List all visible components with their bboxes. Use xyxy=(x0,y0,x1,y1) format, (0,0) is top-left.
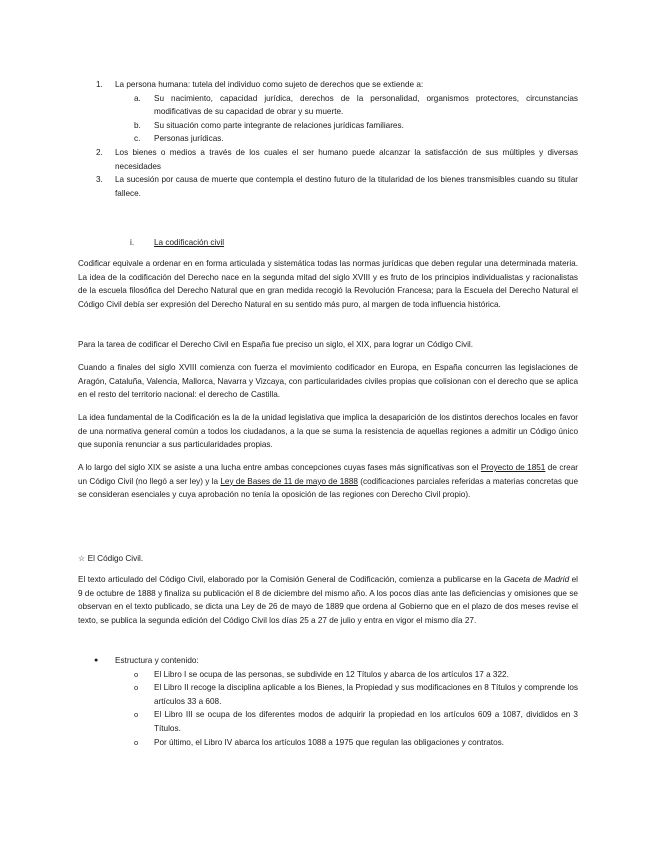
list-item-text: El Libro III se ocupa de los diferentes modos de adquirir la propiedad en los artículos 609 a 1087, divididos en 3 Títulos. xyxy=(154,710,578,733)
underlined-text-proyecto: Proyecto de 1851 xyxy=(480,463,546,472)
circle-bullet-icon: o xyxy=(134,737,139,747)
list-marker: b. xyxy=(134,120,141,130)
list-item-text: Estructura y contenido: xyxy=(115,656,199,665)
list-item-text: Su situación como parte integrante de relaciones jurídicas familiares. xyxy=(154,120,404,130)
list-item xyxy=(78,132,578,146)
list-item xyxy=(78,146,578,173)
list-marker: 2. xyxy=(96,147,103,157)
list-marker: c. xyxy=(134,134,141,144)
paragraph-texto-articulado xyxy=(78,573,578,627)
list-marker: 3. xyxy=(96,175,103,185)
circle-bullet-icon: o xyxy=(134,683,139,693)
list-item-text: Los bienes o medios a través de los cuales el ser humano puede alcanzar la satisfacción de sus múltiples y diversas necesidades xyxy=(115,147,578,171)
text-run: el 9 de octubre de 1888 y finaliza su publicación el 8 de diciembre del mismo año. A los pocos días ante las deficiencias y omisiones que se observan en el texto publicado, se dicta una Ley de 26 de mayo de 1889 que ordena al Gobierno que en el plazo de dos meses revise el texto, se publica la segunda edición del Código Civil los días 25 a 27 de julio y entra en vigor el mismo día 27. xyxy=(78,575,578,625)
section-heading-marker: i. xyxy=(130,238,135,247)
section-heading-text: La codificación civil xyxy=(154,238,225,247)
paragraph-movimiento: Cuando a finales del siglo XVIII comienza con fuerza el movimiento codificador en Europa, en España concurren las legislaciones de Aragón, Cataluña, Valencia, Mallorca, Navarra y Vizcaya, con particularidades civiles propias que colisionan con el derecho que se aplica en el resto del territorio nacional: el derecho de Castilla. xyxy=(78,363,578,400)
bullet-list xyxy=(78,654,578,749)
list-item xyxy=(78,654,578,668)
list-item xyxy=(78,681,578,708)
list-marker: 1. xyxy=(96,80,103,89)
list-item-text: Su nacimiento, capacidad jurídica, derechos de la personalidad, organismos protectores, circunstancias modificativas de su capacidad de obrar y su muerte. xyxy=(154,93,578,117)
list-item-text: El Libro I se ocupa de las personas, se subdivide en 12 Títulos y abarca de los artículos 17 a 322. xyxy=(154,669,509,679)
text-run: El texto articulado del Código Civil, elaborado por la Comisión General de Codificación, comienza a publicarse en la xyxy=(78,575,504,584)
list-marker: a. xyxy=(134,93,141,103)
circle-bullet-icon: o xyxy=(134,710,139,720)
numbered-list xyxy=(78,78,578,200)
list-item xyxy=(78,708,578,735)
paragraph-tarea: Para la tarea de codificar el Derecho Civil en España fue preciso un siglo, el XIX, para lograr un Código Civil. xyxy=(78,340,474,349)
list-item-text: Por último, el Libro IV abarca los artículos 1088 a 1975 que regulan las obligaciones y contratos. xyxy=(154,737,504,747)
text-run: A lo largo del siglo XIX se asiste a una lucha entre ambas concepciones cuyas fases más significativas son el xyxy=(78,463,481,472)
list-item xyxy=(78,92,578,119)
circle-bullet-icon: o xyxy=(134,669,139,679)
list-item-text: La sucesión por causa de muerte que contempla el destino futuro de la titularidad de los bienes transmisibles cuando su titular fallece. xyxy=(115,175,578,198)
paragraph-idea-fundamental: La idea fundamental de la Codificación es la de la unidad legislativa que implica la desaparición de los distintos derechos locales en favor de una normativa general común a todos los ciudadanos, a la que se suma la resistencia de aquellas regiones a admitir un Código único que suponía renunciar a sus particularidades propias. xyxy=(78,413,578,450)
list-item xyxy=(78,78,578,92)
italic-text-gaceta: Gaceta de Madrid xyxy=(503,575,570,584)
text-run: de crear un Código Civil (no llegó a ser ley) y la xyxy=(78,463,578,486)
star-heading: ☆ El Código Civil. xyxy=(78,554,144,563)
list-item xyxy=(78,119,578,133)
list-item-text: Personas jurídicas. xyxy=(154,134,224,144)
list-item xyxy=(78,668,578,682)
bullet-icon: ● xyxy=(94,657,99,664)
paragraph-codificar: Codificar equivale a ordenar en en forma articulada y sistemática todas las normas jurídicas que deben regular una determinada materia. La idea de la codificación del Derecho nace en la segunda mitad del siglo XVIII y es fruto de los principios individualistas y racionalistas de la escuela filosófica del Derecho Natural que en gran medida recogió la Revolución Francesa; para la Escuela del Derecho Natural el Código Civil debía ser expresión del Derecho Natural en su sentido más puro, al margen de toda influencia histórica. xyxy=(78,259,578,309)
paragraph-siglo-xix xyxy=(78,461,578,502)
underlined-text-ley-de-bases: Ley de Bases de 11 de mayo de 1888 xyxy=(220,476,358,486)
list-item-text: El Libro II recoge la disciplina aplicable a los Bienes, la Propiedad y sus modificaciones en 8 Títulos y comprende los artículos 33 a 608. xyxy=(154,683,578,706)
list-item-text: La persona humana: tutela del individuo como sujeto de derechos que se extiende a: xyxy=(115,80,424,89)
text-run: (codificaciones parciales referidas a materias concretas que se consideran esenciales y cuya aprobación no tenía la oposición de las regiones con Derecho Civil propio). xyxy=(78,476,579,500)
list-item xyxy=(78,173,578,200)
list-item xyxy=(78,736,578,750)
